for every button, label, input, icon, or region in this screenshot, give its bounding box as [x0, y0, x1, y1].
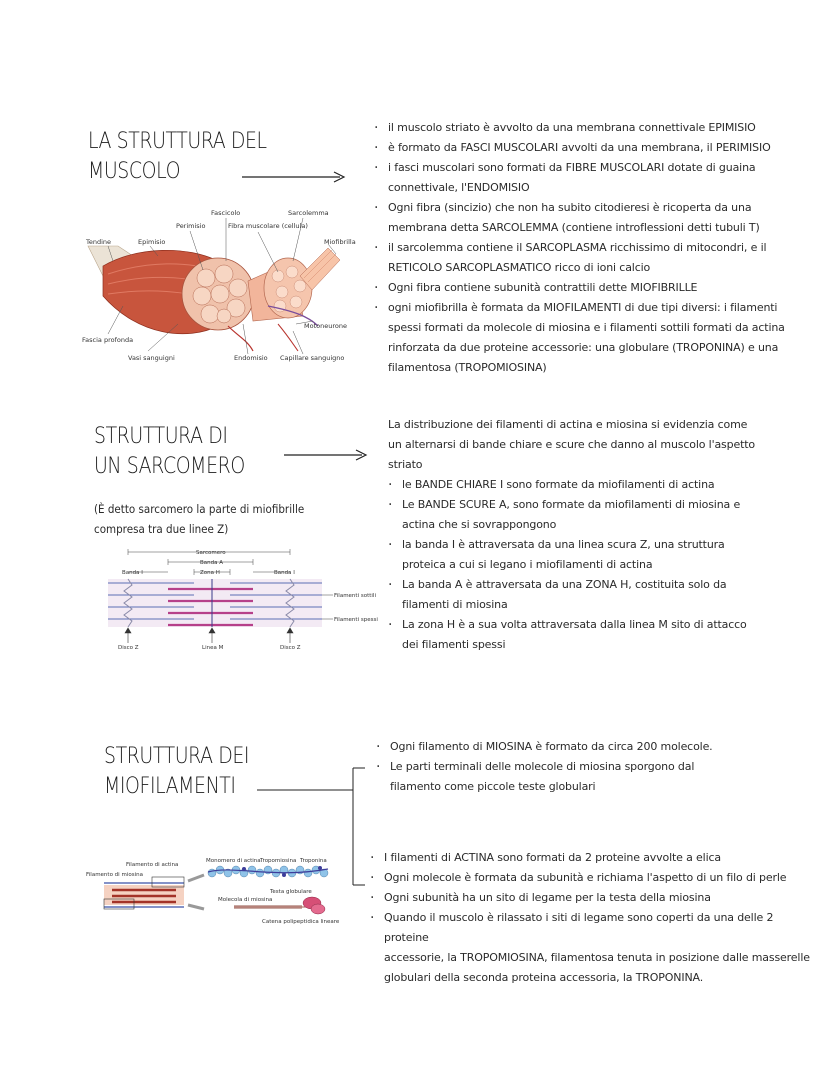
- label-filamento-actina: Filamento di actina: [126, 862, 179, 868]
- section1-title-line2: MUSCOLO: [88, 158, 181, 184]
- label-molecola-miosina: Molecola di miosina: [218, 897, 273, 903]
- section2-bullet: · Le BANDE SCURE A, sono formate da miofilamenti di miosina e actina che si sovrappongono: [388, 495, 808, 535]
- section1-bullet: · Ogni fibra (sincizio) che non ha subito citodieresi è ricoperta da una membrana detta SARCOLEMMA (contiene introflessioni detti tubuli T): [374, 198, 814, 238]
- label-epimisio: Epimisio: [138, 238, 166, 246]
- section1-arrow: [240, 170, 350, 184]
- section1-bullet: · il muscolo striato è avvolto da una membrana connettivale EPIMISIO: [374, 118, 814, 138]
- label-sarcolemma: Sarcolemma: [288, 209, 329, 217]
- label-zonaH: Zona H: [200, 570, 220, 576]
- section1-bullet: · i fasci muscolari sono formati da FIBRE MUSCOLARI dotate di guaina connettivale, l'ENDOMISIO: [374, 158, 814, 198]
- label-catena-polipeptidica: Catena polipeptidica lineare: [262, 919, 340, 925]
- section1-bullet: · Ogni fibra contiene subunità contrattili dette MIOFIBRILLE: [374, 278, 814, 298]
- section3-bullets-myosin: [376, 737, 806, 797]
- label-miofibrilla: Miofibrilla: [324, 238, 356, 246]
- section2-title-line1: STRUTTURA DI: [94, 424, 228, 449]
- label-fascicolo: Fascicolo: [211, 209, 241, 217]
- section2-bullets: [388, 475, 808, 655]
- label-monomero-actina: Monomero di actina: [206, 858, 261, 864]
- section1-bullet: · il sarcolemma contiene il SARCOPLASMA ricchissimo di mitocondri, e il RETICOLO SARCOPLASMATICO ricco di ioni calcio: [374, 238, 814, 278]
- label-disco-z-left: Disco Z: [118, 645, 139, 651]
- section3-bullets-actin: [370, 848, 815, 988]
- section1-bullet: · è formato da FASCI MUSCOLARI avvolti da una membrana, il PERIMISIO: [374, 138, 814, 158]
- section2-intro: La distribuzione dei filamenti di actina e miosina si evidenzia come un alternarsi di bande chiare e scure che danno al muscolo l'aspetto striato: [388, 418, 755, 471]
- label-vasi: Vasi sanguigni: [128, 354, 175, 362]
- section3-bullet: · Le parti terminali delle molecole di miosina sporgono dal filamento come piccole teste globulari: [376, 757, 806, 797]
- sarcomere-figure: [108, 543, 378, 653]
- section2-arrow: [282, 448, 372, 462]
- section2-subtitle-line1: (È detto sarcomero la parte di miofibrille: [94, 502, 305, 516]
- label-fascia: Fascia profonda: [82, 336, 134, 344]
- section3-title-line1: STRUTTURA DEI: [104, 744, 250, 769]
- section1-bullets: [374, 118, 814, 378]
- section3-title-line2: MIOFILAMENTI: [104, 773, 236, 799]
- section2-subtitle-line2: compresa tra due linee Z): [94, 521, 229, 536]
- label-capillare: Capillare sanguigno: [280, 354, 345, 362]
- label-tendine: Tendine: [86, 238, 112, 246]
- label-bandaI-left: Banda I: [122, 570, 143, 576]
- section2-bullet: · La banda A è attraversata da una ZONA H, costituita solo da filamenti di miosina: [388, 575, 808, 615]
- section1-bullet: · ogni miofibrilla è formata da MIOFILAMENTI di due tipi diversi: i filamenti spessi formati da molecole di miosina e i filamenti sottili formati da actina rinforzata da due proteine accessorie: una globulare (TROPONINA) e una filamentosa (TROPOMIOSINA): [374, 298, 814, 378]
- label-filamenti-sottili: Filamenti sottili: [334, 593, 376, 599]
- label-testa-globulare: Testa globulare: [270, 889, 312, 895]
- label-bandaI-right: Banda I: [274, 570, 295, 576]
- section3-bullet: · I filamenti di ACTINA sono formati da 2 proteine avvolte a elica: [370, 848, 815, 868]
- section3-bullet: · Ogni filamento di MIOSINA è formato da circa 200 molecole.: [376, 737, 806, 757]
- label-tropomiosina: Tropomiosina: [260, 858, 297, 864]
- label-disco-z-right: Disco Z: [280, 645, 301, 651]
- label-bandaA: Banda A: [200, 560, 224, 566]
- section2-subtitle: [94, 500, 304, 539]
- label-endomisio: Endomisio: [234, 354, 268, 362]
- section3-bullet: · Ogni molecole è formata da subunità e richiama l'aspetto di un filo di perle: [370, 868, 815, 888]
- muscle-structure-figure: [78, 206, 356, 366]
- label-perimisio: Perimisio: [176, 222, 206, 230]
- label-fibra: Fibra muscolare (cellula): [228, 222, 308, 230]
- label-linea-m: Linea M: [202, 645, 224, 651]
- section2-title-line2: UN SARCOMERO: [94, 453, 245, 479]
- label-sarcomero: Sarcomero: [196, 550, 226, 556]
- label-filamenti-spessi: Filamenti spessi: [334, 617, 378, 623]
- label-troponina: Troponina: [300, 858, 327, 864]
- label-motoneurone: Motoneurone: [304, 322, 347, 330]
- section2-bullet: · le BANDE CHIARE I sono formate da miofilamenti di actina: [388, 475, 808, 495]
- section3-bullet: · Ogni subunità ha un sito di legame per la testa della miosina: [370, 888, 815, 908]
- section2-bullet: · La zona H è a sua volta attraversata dalla linea M sito di attacco dei filamenti spessi: [388, 615, 808, 655]
- section2-bullet: · la banda I è attraversata da una linea scura Z, una struttura proteica a cui si legano i miofilamenti di actina: [388, 535, 808, 575]
- section1-title-line1: LA STRUTTURA DEL: [88, 129, 267, 154]
- section3-bullet: · Quando il muscolo è rilassato i siti di legame sono coperti da una delle 2 proteine accessorie, la TROPOMIOSINA, filamentosa tenuta in posizione dalle masserelle globulari della seconda proteina accessoria, la TROPONINA.: [370, 908, 815, 988]
- section3-title: [104, 742, 249, 801]
- myofilament-figure: [84, 855, 339, 935]
- section2-title: [94, 422, 245, 481]
- label-filamento-miosina: Filamento di miosina: [86, 872, 143, 878]
